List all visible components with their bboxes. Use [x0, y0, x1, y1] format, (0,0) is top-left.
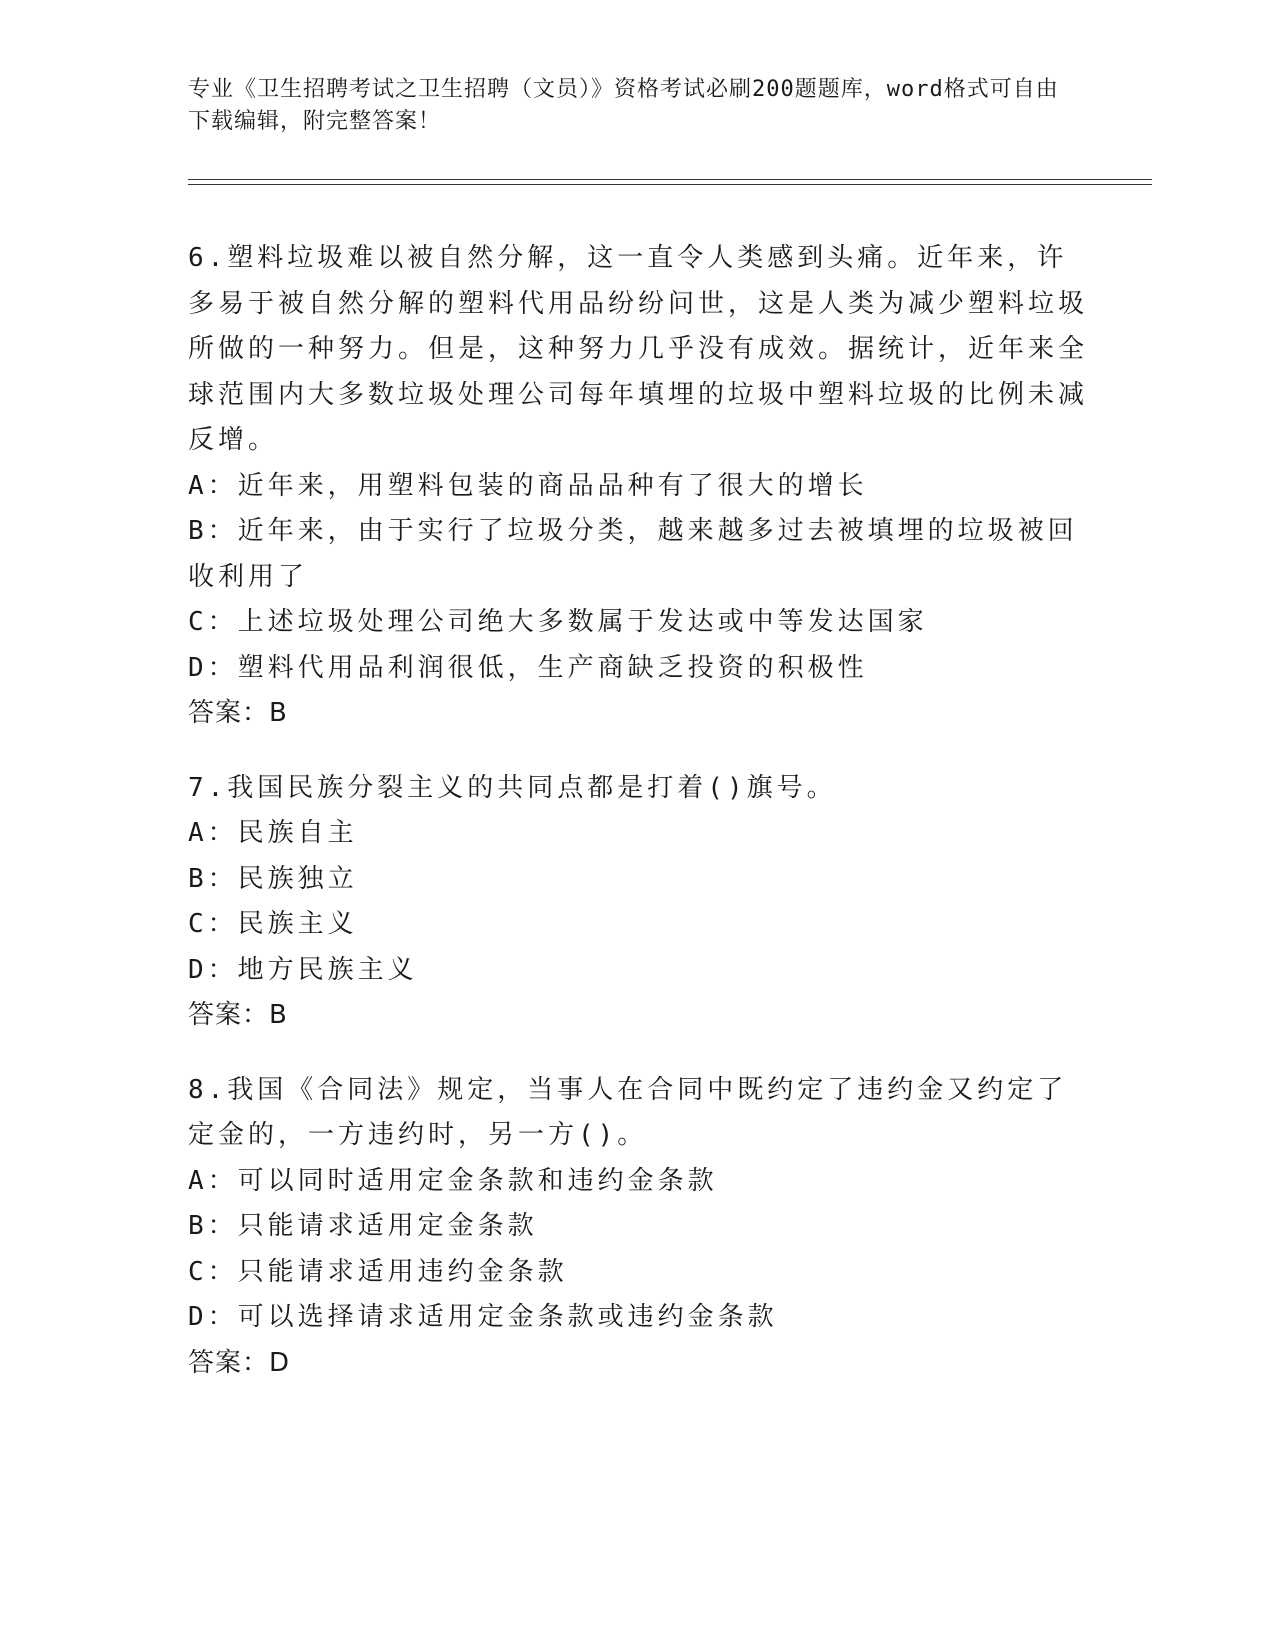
option-d: D：地方民族主义 [188, 954, 418, 985]
option-a: A：民族自主 [188, 818, 358, 848]
question-7 [188, 766, 1088, 1039]
option-d: D：可以选择请求适用定金条款或违约金条款 [188, 1302, 778, 1332]
header-divider-top [188, 179, 1152, 180]
header-divider-bottom [188, 184, 1152, 185]
answer-key: 答案：B [188, 698, 288, 728]
option-a: A：可以同时适用定金条款和违约金条款 [188, 1165, 718, 1196]
option-d: D：塑料代用品利润很低，生产商缺乏投资的积极性 [188, 652, 868, 683]
question-stem: 8.我国《合同法》规定，当事人在合同中既约定了违约金又约定了定金的，一方违约时，另一方()。 [188, 1074, 1068, 1150]
question-stem: 6.塑料垃圾难以被自然分解，这一直令人类感到头痛。近年来，许多易于被自然分解的塑料代用品纷纷问世，这是人类为减少塑料垃圾所做的一种努力。但是，这种努力几乎没有成效。据统计，近年来全球范围内大多数垃圾处理公司每年填埋的垃圾中塑料垃圾的比例未减反增。 [188, 243, 1089, 455]
option-b: B：只能请求适用定金条款 [188, 1211, 538, 1241]
option-c: C：民族主义 [188, 909, 358, 939]
answer-key: 答案：D [188, 1347, 291, 1378]
answer-key: 答案：B [188, 1000, 288, 1030]
question-stem: 7.我国民族分裂主义的共同点都是打着()旗号。 [188, 772, 837, 803]
question-list [188, 236, 1088, 1415]
option-a: A：近年来，用塑料包装的商品品种有了很大的增长 [188, 470, 868, 501]
question-6 [188, 236, 1088, 737]
document-header: 专业《卫生招聘考试之卫生招聘（文员）》资格考试必刷200题题库，word格式可自由下载编辑，附完整答案！ [188, 77, 1059, 134]
option-c: C：只能请求适用违约金条款 [188, 1256, 568, 1287]
option-c: C：上述垃圾处理公司绝大多数属于发达或中等发达国家 [188, 607, 928, 637]
option-b: B：民族独立 [188, 863, 358, 894]
question-8 [188, 1068, 1088, 1387]
option-b: B：近年来，由于实行了垃圾分类，越来越多过去被填埋的垃圾被回收利用了 [188, 516, 1078, 592]
